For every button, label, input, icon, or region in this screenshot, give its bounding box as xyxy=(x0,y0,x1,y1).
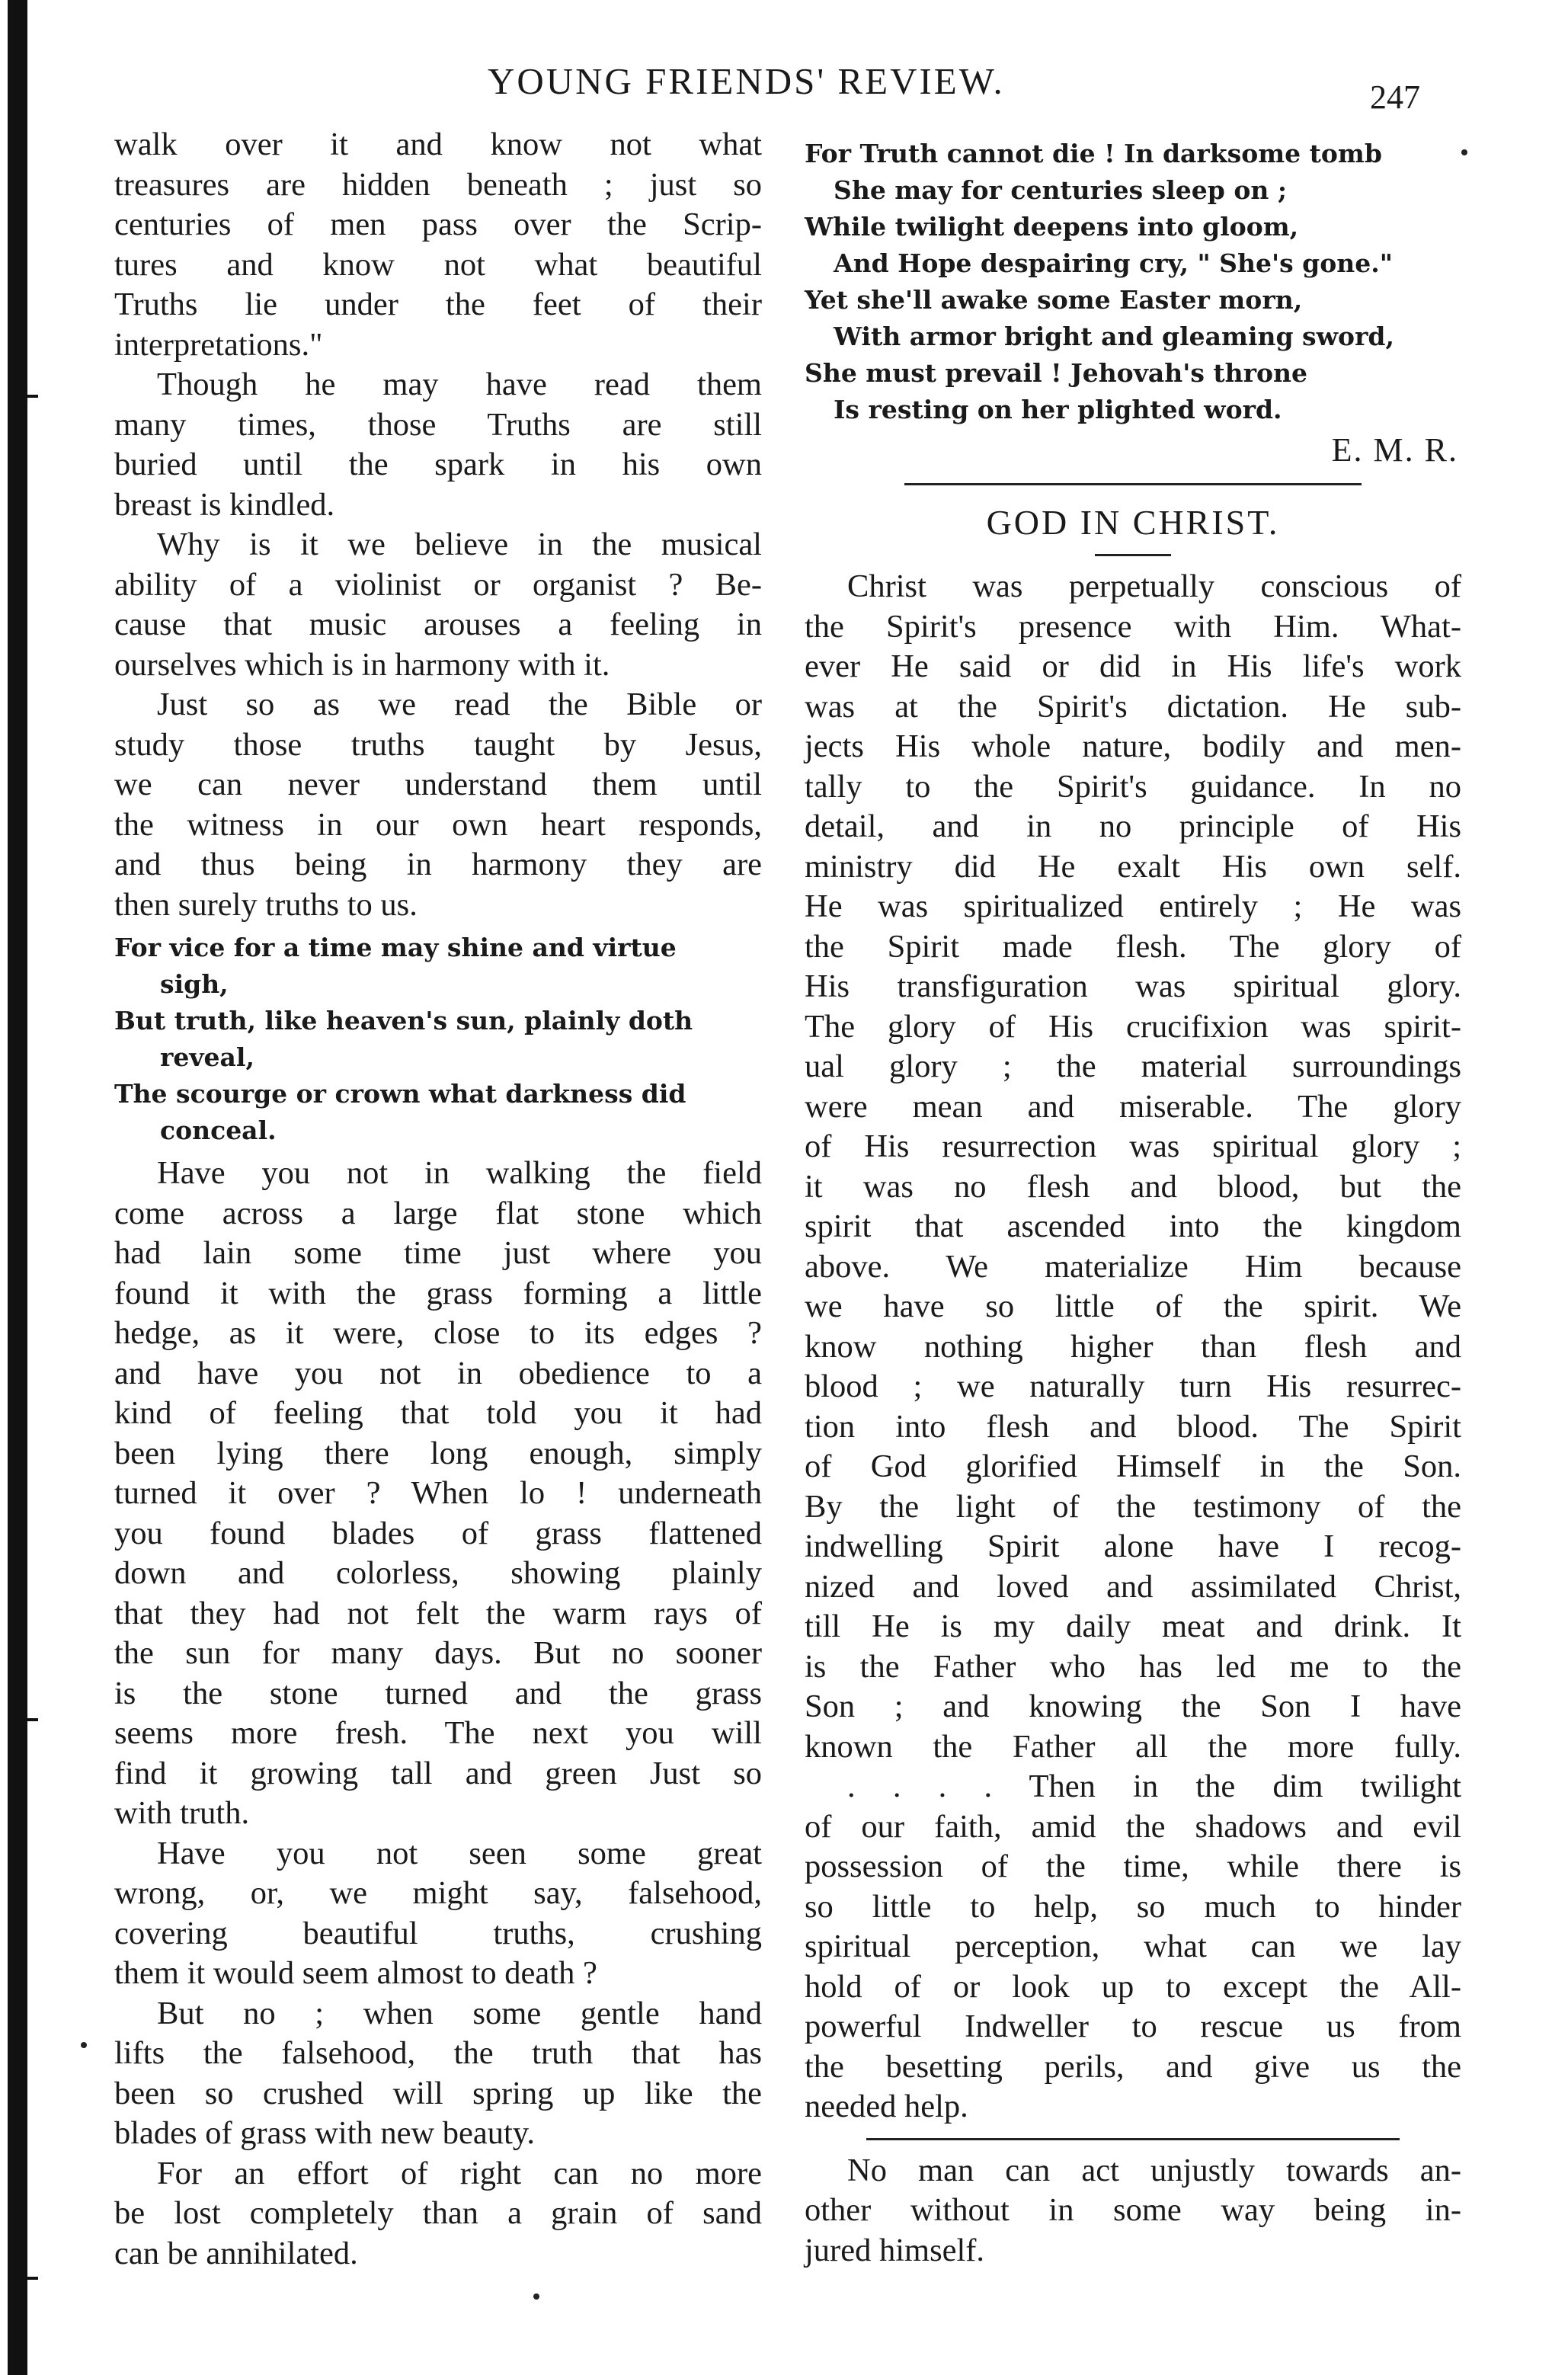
poem xyxy=(805,136,1461,428)
text-line: of our faith, amid the shadows and evil xyxy=(805,1808,1461,1845)
text-line: seems more fresh. The next you will xyxy=(114,1715,762,1751)
text-line: spirit that ascended into the kingdom xyxy=(805,1208,1461,1244)
paragraph xyxy=(114,1154,762,1834)
text-line: ourselves which is in harmony with it. xyxy=(114,646,610,683)
text-line: tally to the Spirit's guidance. In no xyxy=(805,768,1461,805)
article-title: GOD IN CHRIST. xyxy=(986,503,1280,542)
paragraph xyxy=(114,365,762,525)
text-line: be lost completely than a grain of sand xyxy=(114,2195,762,2231)
spacer xyxy=(805,2127,1461,2138)
text-line: above. We materialize Him because xyxy=(805,1248,1461,1285)
paragraph xyxy=(114,125,762,365)
text-line: of God glorified Himself in the Son. xyxy=(805,1448,1461,1484)
text-line: them it would seem almost to death ? xyxy=(114,1955,597,1991)
spacer xyxy=(805,556,1461,567)
text-line: Why is it we believe in the musical xyxy=(157,527,762,562)
binding-mark xyxy=(27,395,38,398)
text-line: so little to help, so much to hinder xyxy=(805,1888,1461,1925)
text-line: been so crushed will spring up like the xyxy=(114,2075,762,2111)
ink-speck xyxy=(533,2293,539,2300)
text-line: ability of a violinist or organist ? Be- xyxy=(114,566,762,603)
text-line: were mean and miserable. The glory xyxy=(805,1088,1461,1125)
verse-line: For Truth cannot die ! In darksome tomb xyxy=(805,139,1382,168)
text-line: the Spirit made flesh. The glory of xyxy=(805,928,1461,965)
text-line: possession of the time, while there is xyxy=(805,1848,1461,1884)
text-line: needed help. xyxy=(805,2089,968,2124)
text-line: Though he may have read them xyxy=(157,366,762,402)
text-line: Have you not seen some great xyxy=(157,1835,762,1871)
text-line: known the Father all the more fully. xyxy=(805,1728,1461,1765)
text-line: walk over it and know not what xyxy=(114,126,762,162)
text-line: buried until the spark in his own xyxy=(114,447,762,482)
text-line: No man can act unjustly towards an- xyxy=(847,2152,1461,2188)
text-line: was at the Spirit's dictation. He sub- xyxy=(805,688,1461,725)
paragraph xyxy=(114,1994,762,2154)
text-line: had lain some time just where you xyxy=(114,1235,762,1271)
text-line: can be annihilated. xyxy=(114,2235,358,2271)
journal-title: YOUNG FRIENDS' REVIEW. xyxy=(488,60,1005,102)
text-line: the witness in our own heart responds, xyxy=(114,806,762,843)
text-line: detail, and in no principle of His xyxy=(805,808,1461,844)
text-line: and have you not in obedience to a xyxy=(114,1355,762,1391)
text-line: breast is kindled. xyxy=(114,486,335,523)
paragraph xyxy=(114,525,762,685)
text-line: blood ; we naturally turn His resurrec- xyxy=(805,1368,1461,1404)
text-line: For an effort of right can no more xyxy=(157,2155,762,2191)
text-line: we can never understand them until xyxy=(114,767,762,802)
text-line: ministry did He exalt His own self. xyxy=(805,848,1461,885)
text-line: and thus being in harmony they are xyxy=(114,847,762,882)
text-line: But no ; when some gentle hand xyxy=(157,1995,762,2031)
text-line: lifts the falsehood, the truth that has xyxy=(114,2035,762,2071)
binding-mark xyxy=(27,1718,38,1721)
page-number: 247 xyxy=(1370,78,1420,116)
spacer xyxy=(805,2140,1461,2151)
closing-paragraph xyxy=(805,2151,1461,2271)
text-line: Just so as we read the Bible or xyxy=(157,687,762,722)
text-line: indwelling Spirit alone have I recog- xyxy=(805,1528,1461,1564)
text-line: study those truths taught by Jesus, xyxy=(114,726,762,763)
text-line: found it with the grass forming a little xyxy=(114,1275,762,1311)
binding-mark xyxy=(27,2277,38,2280)
right-column xyxy=(805,136,1461,2271)
text-line: ual glory ; the material surroundings xyxy=(805,1048,1461,1084)
verse-line: She may for centuries sleep on ; xyxy=(834,175,1287,205)
verse-line: But truth, like heaven's sun, plainly doth xyxy=(114,1006,693,1035)
binding-edge xyxy=(8,0,27,2375)
text-line: Christ was perpetually conscious of xyxy=(847,568,1461,604)
text-line: know nothing higher than flesh and xyxy=(805,1328,1461,1365)
verse-line: For vice for a time may shine and virtue xyxy=(114,933,677,962)
author-initials: E. M. R. xyxy=(1331,431,1458,469)
verse-line: And Hope despairing cry, " She's gone." xyxy=(834,248,1393,278)
verse-quote xyxy=(114,930,762,1149)
text-line: find it growing tall and green Just so xyxy=(114,1755,762,1791)
text-line: blades of grass with new beauty. xyxy=(114,2115,535,2151)
text-line: you found blades of grass flattened xyxy=(114,1515,762,1551)
text-line: By the light of the testimony of the xyxy=(805,1488,1461,1525)
text-line: tures and know not what beautiful xyxy=(114,246,762,283)
text-line: covering beautiful truths, crushing xyxy=(114,1915,762,1951)
spacer xyxy=(805,485,1461,496)
verse-line: She must prevail ! Jehovah's throne xyxy=(805,358,1308,388)
text-line: interpretations." xyxy=(114,326,323,363)
left-column xyxy=(114,125,762,2274)
spacer xyxy=(805,472,1461,483)
ink-speck xyxy=(81,2042,87,2048)
text-line: the Spirit's presence with Him. What- xyxy=(805,608,1461,645)
ink-speck xyxy=(1461,149,1467,155)
text-line: is the Father who has led me to the xyxy=(805,1648,1461,1685)
text-line: till He is my daily meat and drink. It xyxy=(805,1608,1461,1644)
text-line: the sun for many days. But no sooner xyxy=(114,1635,762,1671)
text-line: with truth. xyxy=(114,1795,250,1831)
text-line: of His resurrection was spiritual glory ; xyxy=(805,1128,1461,1164)
text-line: kind of feeling that told you it had xyxy=(114,1395,762,1431)
text-line: then surely truths to us. xyxy=(114,886,418,923)
text-line: treasures are hidden beneath ; just so xyxy=(114,166,762,203)
text-line: His transfiguration was spiritual glory. xyxy=(805,968,1461,1004)
text-line: Son ; and knowing the Son I have xyxy=(805,1688,1461,1724)
text-line: we have so little of the spirit. We xyxy=(805,1288,1461,1324)
paragraph xyxy=(114,685,762,925)
verse-line: Yet she'll awake some Easter morn, xyxy=(805,285,1303,315)
text-line: the besetting perils, and give us the xyxy=(805,2048,1461,2085)
verse-line: reveal, xyxy=(160,1042,254,1072)
verse-line: With armor bright and gleaming sword, xyxy=(834,322,1394,351)
text-line: wrong, or, we might say, falsehood, xyxy=(114,1875,762,1911)
text-line: many times, those Truths are still xyxy=(114,406,762,443)
verse-line: Is resting on her plighted word. xyxy=(834,395,1282,424)
text-line: jects His whole nature, bodily and men- xyxy=(805,728,1461,764)
text-line: that they had not felt the warm rays of xyxy=(114,1595,762,1631)
text-line: ever He said or did in His life's work xyxy=(805,648,1461,684)
text-line: tion into flesh and blood. The Spirit xyxy=(805,1408,1461,1445)
paragraph xyxy=(114,2154,762,2274)
text-line: hedge, as it were, close to its edges ? xyxy=(114,1315,762,1351)
text-line: . . . . Then in the dim twilight xyxy=(847,1768,1461,1804)
text-line: centuries of men pass over the Scrip- xyxy=(114,206,762,242)
paragraph xyxy=(114,1834,762,1994)
text-line: come across a large flat stone which xyxy=(114,1195,762,1231)
text-line: it was no flesh and blood, but the xyxy=(805,1168,1461,1205)
text-line: Have you not in walking the field xyxy=(157,1155,762,1191)
text-line: nized and loved and assimilated Christ, xyxy=(805,1568,1461,1605)
text-line: is the stone turned and the grass xyxy=(114,1675,762,1711)
text-line: been lying there long enough, simply xyxy=(114,1435,762,1471)
text-line: Truths lie under the feet of their xyxy=(114,286,762,322)
text-line: down and colorless, showing plainly xyxy=(114,1555,762,1591)
text-line: He was spiritualized entirely ; He was xyxy=(805,888,1461,924)
text-line: cause that music arouses a feeling in xyxy=(114,607,762,642)
text-line: The glory of His crucifixion was spirit- xyxy=(805,1008,1461,1045)
running-header xyxy=(0,59,1568,116)
article-body xyxy=(805,567,1461,2127)
verse-line: The scourge or crown what darkness did xyxy=(114,1079,686,1109)
text-line: spiritual perception, what can we lay xyxy=(805,1928,1461,1964)
verse-line: sigh, xyxy=(160,969,229,999)
text-line: hold of or look up to except the All- xyxy=(805,1968,1461,2005)
verse-line: While twilight deepens into gloom, xyxy=(805,212,1299,242)
verse-line: conceal. xyxy=(160,1115,277,1145)
text-line: other without in some way being in- xyxy=(805,2192,1461,2228)
text-line: jured himself. xyxy=(805,2232,985,2268)
text-line: turned it over ? When lo ! underneath xyxy=(114,1475,762,1511)
text-line: powerful Indweller to rescue us from xyxy=(805,2009,1461,2044)
